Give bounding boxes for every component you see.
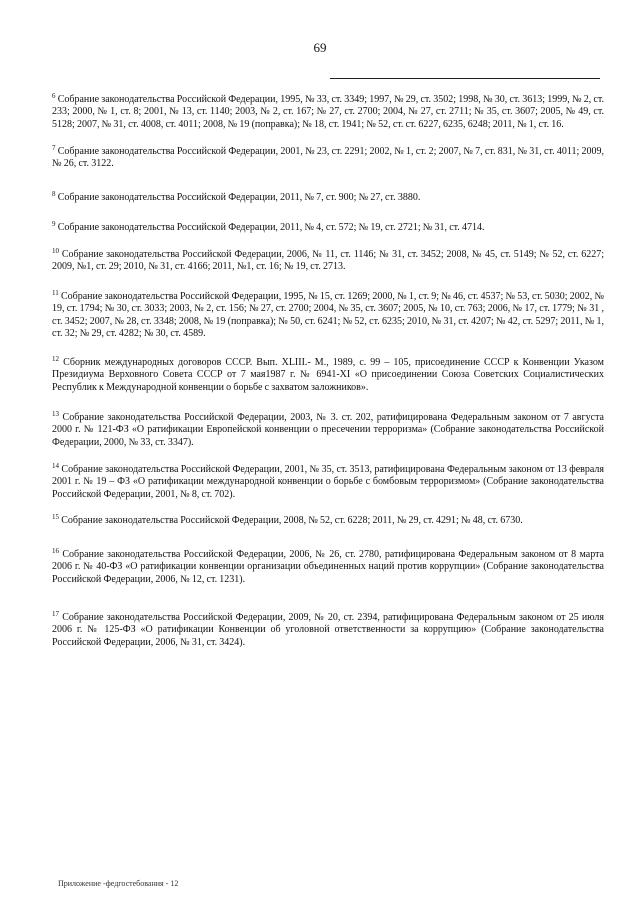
footnote-text: Собрание законодательства Российской Федерации, 2009, № 20, ст. 2394, ратифицирована Федеральным законом от 25 июля 2006 г. № 125-ФЗ «О ратификации Конвенции об уголовной ответственности за коррупцию» (Собрание законодательства Российской Федерации, 2006, № 31, ст. 3424).	[52, 612, 604, 648]
footnote-marker: 8	[52, 190, 56, 198]
footnote-text: Собрание законодательства Российской Федерации, 2006, № 26, ст. 2780, ратифицирована Федеральным законом от 8 марта 2006 г. № 40-ФЗ «О ратификации конвенции организации объединенных наций против коррупции» (Собрание законодательства Российской Федерации, 2006, № 12, ст. 1231).	[52, 549, 604, 585]
footnote-text: Сборник международных договоров СССР. Вып. XLIII.- М., 1989, с. 99 – 105, присоединение СССР к Конвенции Указом Президиума Верховного Совета СССР от 7 мая1987 г. № 6941-XI «О присоединении Союза Советских Социалистических Республик к Международной конвенции о борьбе с захватом заложников».	[52, 357, 604, 393]
footnote	[52, 515, 604, 527]
footnote-text: Собрание законодательства Российской Федерации, 2011, № 7, ст. 900; № 27, ст. 3880.	[57, 192, 421, 203]
footnote-marker: 17	[52, 610, 59, 618]
footnote-separator	[330, 78, 600, 79]
footnote-marker: 16	[52, 547, 59, 555]
footnote-text: Собрание законодательства Российской Федерации, 1995, № 33, ст. 3349; 1997, № 29, ст. 3502; 1998, № 30, ст. 3613; 1999, № 2, ст. 233; 2000, № 1, ст. 8; 2001, № 13, ст. 1140; 2003, № 2, ст. 167; № 27, ст. 2700; 2004, № 27, ст. 2711; № 35, ст. 3607; 2005, № 49, ст. 5128; 2007, № 31, ст. 4008, ст. 4011; 2008, № 19 (поправка); № 18, ст. 1941; № 52, ст. ст. 6227, 6235, 6248; 2011, № 1, ст. 16.	[52, 94, 605, 130]
page-footer: Приложение -федгостебования - 12	[58, 879, 179, 888]
footnote	[52, 612, 604, 649]
footnote-marker: 15	[52, 513, 59, 521]
footnote	[52, 249, 604, 274]
footnote	[52, 464, 604, 501]
footnote-text: Собрание законодательства Российской Федерации, 1995, № 15, ст. 1269; 2000, № 1, ст. 9; № 46, ст. 4537; № 53, ст. 5030; 2002, № 19, ст. 1794; № 30, ст. 3033; 2003, № 2, ст. 156; № 27, ст. 2700; 2004, № 35, ст. 3607; 2005, № 10, ст. 763; 2006, № 17, ст. 1779; № 31 , ст. 3452; 2007, № 28, ст. 3348; 2008, № 19 (поправка); № 50, ст. 6241; № 52, ст. 6235; 2010, № 31, ст. 4207; № 42, ст. 5297; 2011, № 1, ст. 32; № 29, ст. 4282; № 30, ст. 4589.	[52, 291, 604, 340]
footnote-marker: 13	[52, 410, 59, 418]
footnote	[52, 357, 604, 394]
footnote-marker: 14	[52, 462, 59, 470]
footnote-text: Собрание законодательства Российской Федерации, 2011, № 4, ст. 572; № 19, ст. 2721; № 31, ст. 4714.	[57, 222, 485, 233]
footnote	[52, 192, 604, 204]
footnote-marker: 7	[52, 144, 56, 152]
footnote-marker: 12	[52, 355, 59, 363]
footnote	[52, 549, 604, 586]
footnote	[52, 412, 604, 449]
footnote-text: Собрание законодательства Российской Федерации, 2003, № 3. ст. 202, ратифицирована Федеральным законом от 7 августа 2000 г. № 121-ФЗ «О ратификации Европейской конвенции о пресечении терроризма» (Собрание законодательства Российской Федерации, 2000, № 33, ст. 3347).	[52, 412, 604, 448]
footnote	[52, 222, 604, 234]
footnote-text: Собрание законодательства Российской Федерации, 2001, № 35, ст. 3513, ратифицирована Федеральным законом от 13 февраля 2001 г. № 19 – ФЗ «О ратификации международной конвенции о борьбе с бомбовым терроризмом» (Собрание законодательства Российской Федерации, 2001, № 8, ст. 702).	[52, 464, 605, 500]
footnote	[52, 146, 604, 171]
footnote-marker: 11	[52, 289, 59, 297]
footnote-marker: 9	[52, 220, 56, 228]
footnote-marker: 6	[52, 92, 56, 100]
footnote	[52, 94, 604, 131]
page-number: 69	[313, 40, 327, 55]
footnote-text: Собрание законодательства Российской Федерации, 2006, № 11, ст. 1146; № 31, ст. 3452; 2008, № 45, ст. 5149; № 52, ст. 6227; 2009, №1, ст. 29; 2010, № 31, ст. 4166; 2011, №1, ст. 16; № 19, ст. 2713.	[52, 249, 605, 273]
footnote-text: Собрание законодательства Российской Федерации, 2001, № 23, ст. 2291; 2002, № 1, ст. 2; 2007, № 7, ст. 831, № 31, ст. 4011; 2009, № 26, ст. 3122.	[52, 146, 604, 170]
footnote-text: Собрание законодательства Российской Федерации, 2008, № 52, ст. 6228; 2011, № 29, ст. 4291; № 48, ст. 6730.	[61, 515, 523, 526]
footnote-marker: 10	[52, 247, 59, 255]
footnote	[52, 291, 604, 341]
